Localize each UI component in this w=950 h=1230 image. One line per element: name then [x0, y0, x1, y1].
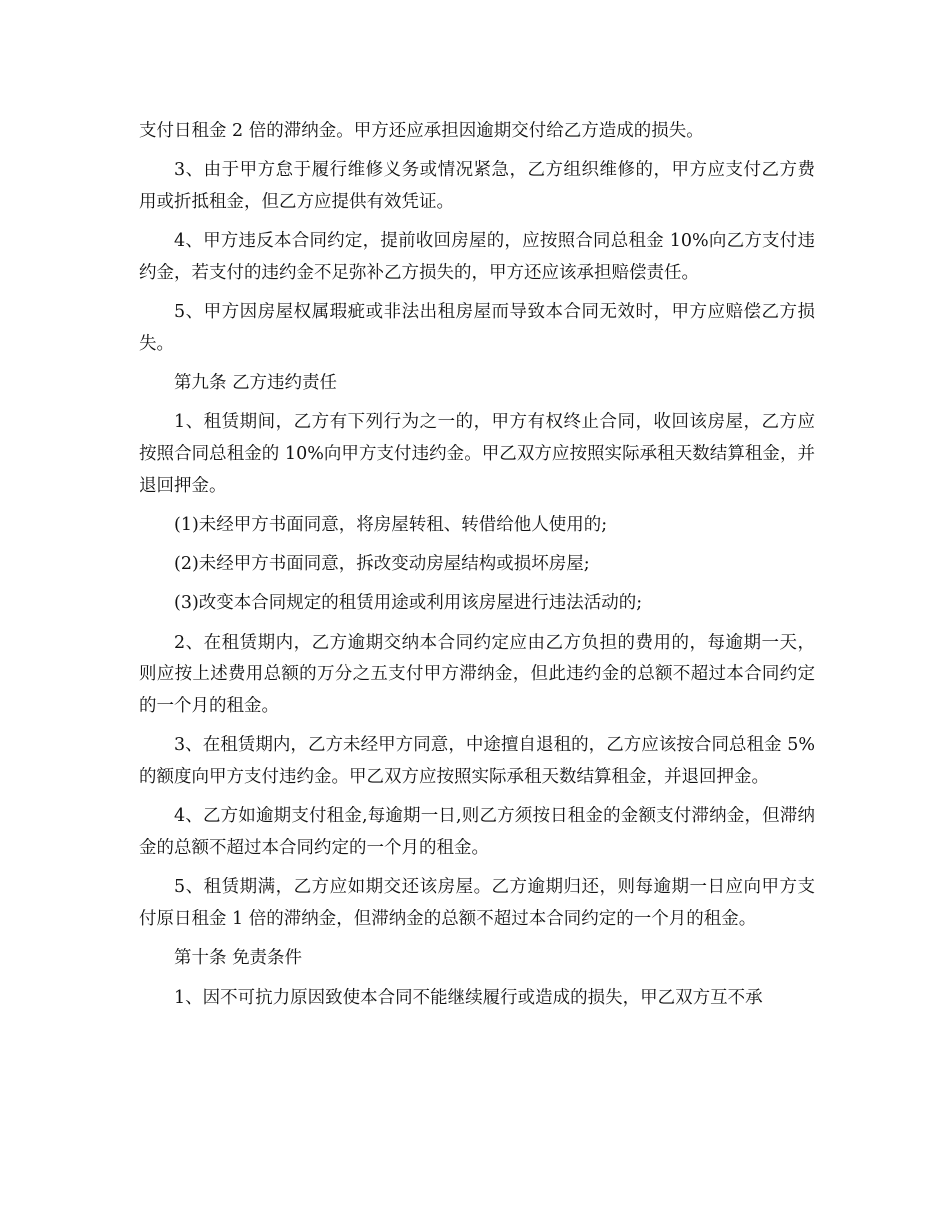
list-item-3: (3)改变本合同规定的租赁用途或利用该房屋进行违法活动的; [174, 593, 643, 614]
paragraph-clause-4: 4、甲方违反本合同约定，提前收回房屋的，应按照合同总租金 10%向乙方支付违约金，若支付的违约金不足弥补乙方损失的，甲方还应该承担赔偿责任。 [139, 231, 815, 283]
list-item-1: (1)未经甲方书面同意，将房屋转租、转借给他人使用的; [174, 515, 608, 536]
list-item-2: (2)未经甲方书面同意，拆改变动房屋结构或损坏房屋; [174, 554, 590, 575]
paragraph-article-9-clause-3: 3、在租赁期内，乙方未经甲方同意，中途擅自退租的，乙方应该按合同总租金 5%的额度向甲方支付违约金。甲乙双方应按照实际承租天数结算租金，并退回押金。 [139, 735, 815, 788]
paragraph-clause-5: 5、甲方因房屋权属瑕疵或非法出租房屋而导致本合同无效时，甲方应赔偿乙方损失。 [139, 302, 815, 354]
paragraph-article-9-clause-2: 2、在租赁期内，乙方逾期交纳本合同约定应由乙方负担的费用的，每逾期一天，则应按上述费用总额的万分之五支付甲方滞纳金，但此违约金的总额不超过本合同约定的一个月的租金。 [139, 632, 815, 717]
section-heading-article-10: 第十条 免责条件 [174, 948, 303, 969]
paragraph-article-10-clause-1: 1、因不可抗力原因致使本合同不能继续履行或造成的损失，甲乙双方互不承 [174, 987, 763, 1008]
paragraph-article-9-clause-4: 4、乙方如逾期支付租金,每逾期一日,则乙方须按日租金的金额支付滞纳金，但滞纳金的总额不超过本合同约定的一个月的租金。 [139, 806, 815, 859]
paragraph-clause-3: 3、由于甲方怠于履行维修义务或情况紧急，乙方组织维修的，甲方应支付乙方费用或折抵租金，但乙方应提供有效凭证。 [139, 160, 815, 212]
paragraph-continuation: 支付日租金 2 倍的滞纳金。甲方还应承担因逾期交付给乙方造成的损失。 [139, 121, 704, 141]
paragraph-article-9-clause-5: 5、租赁期满，乙方应如期交还该房屋。乙方逾期归还，则每逾期一日应向甲方支付原日租金 1 倍的滞纳金，但滞纳金的总额不超过本合同约定的一个月的租金。 [139, 877, 815, 930]
document-body [139, 116, 815, 1014]
paragraph-article-9-clause-1: 1、租赁期间，乙方有下列行为之一的，甲方有权终止合同，收回该房屋，乙方应按照合同总租金的 10%向甲方支付违约金。甲乙双方应按照实际承租天数结算租金，并退回押金。 [139, 412, 815, 496]
section-heading-article-9: 第九条 乙方违约责任 [174, 373, 338, 394]
